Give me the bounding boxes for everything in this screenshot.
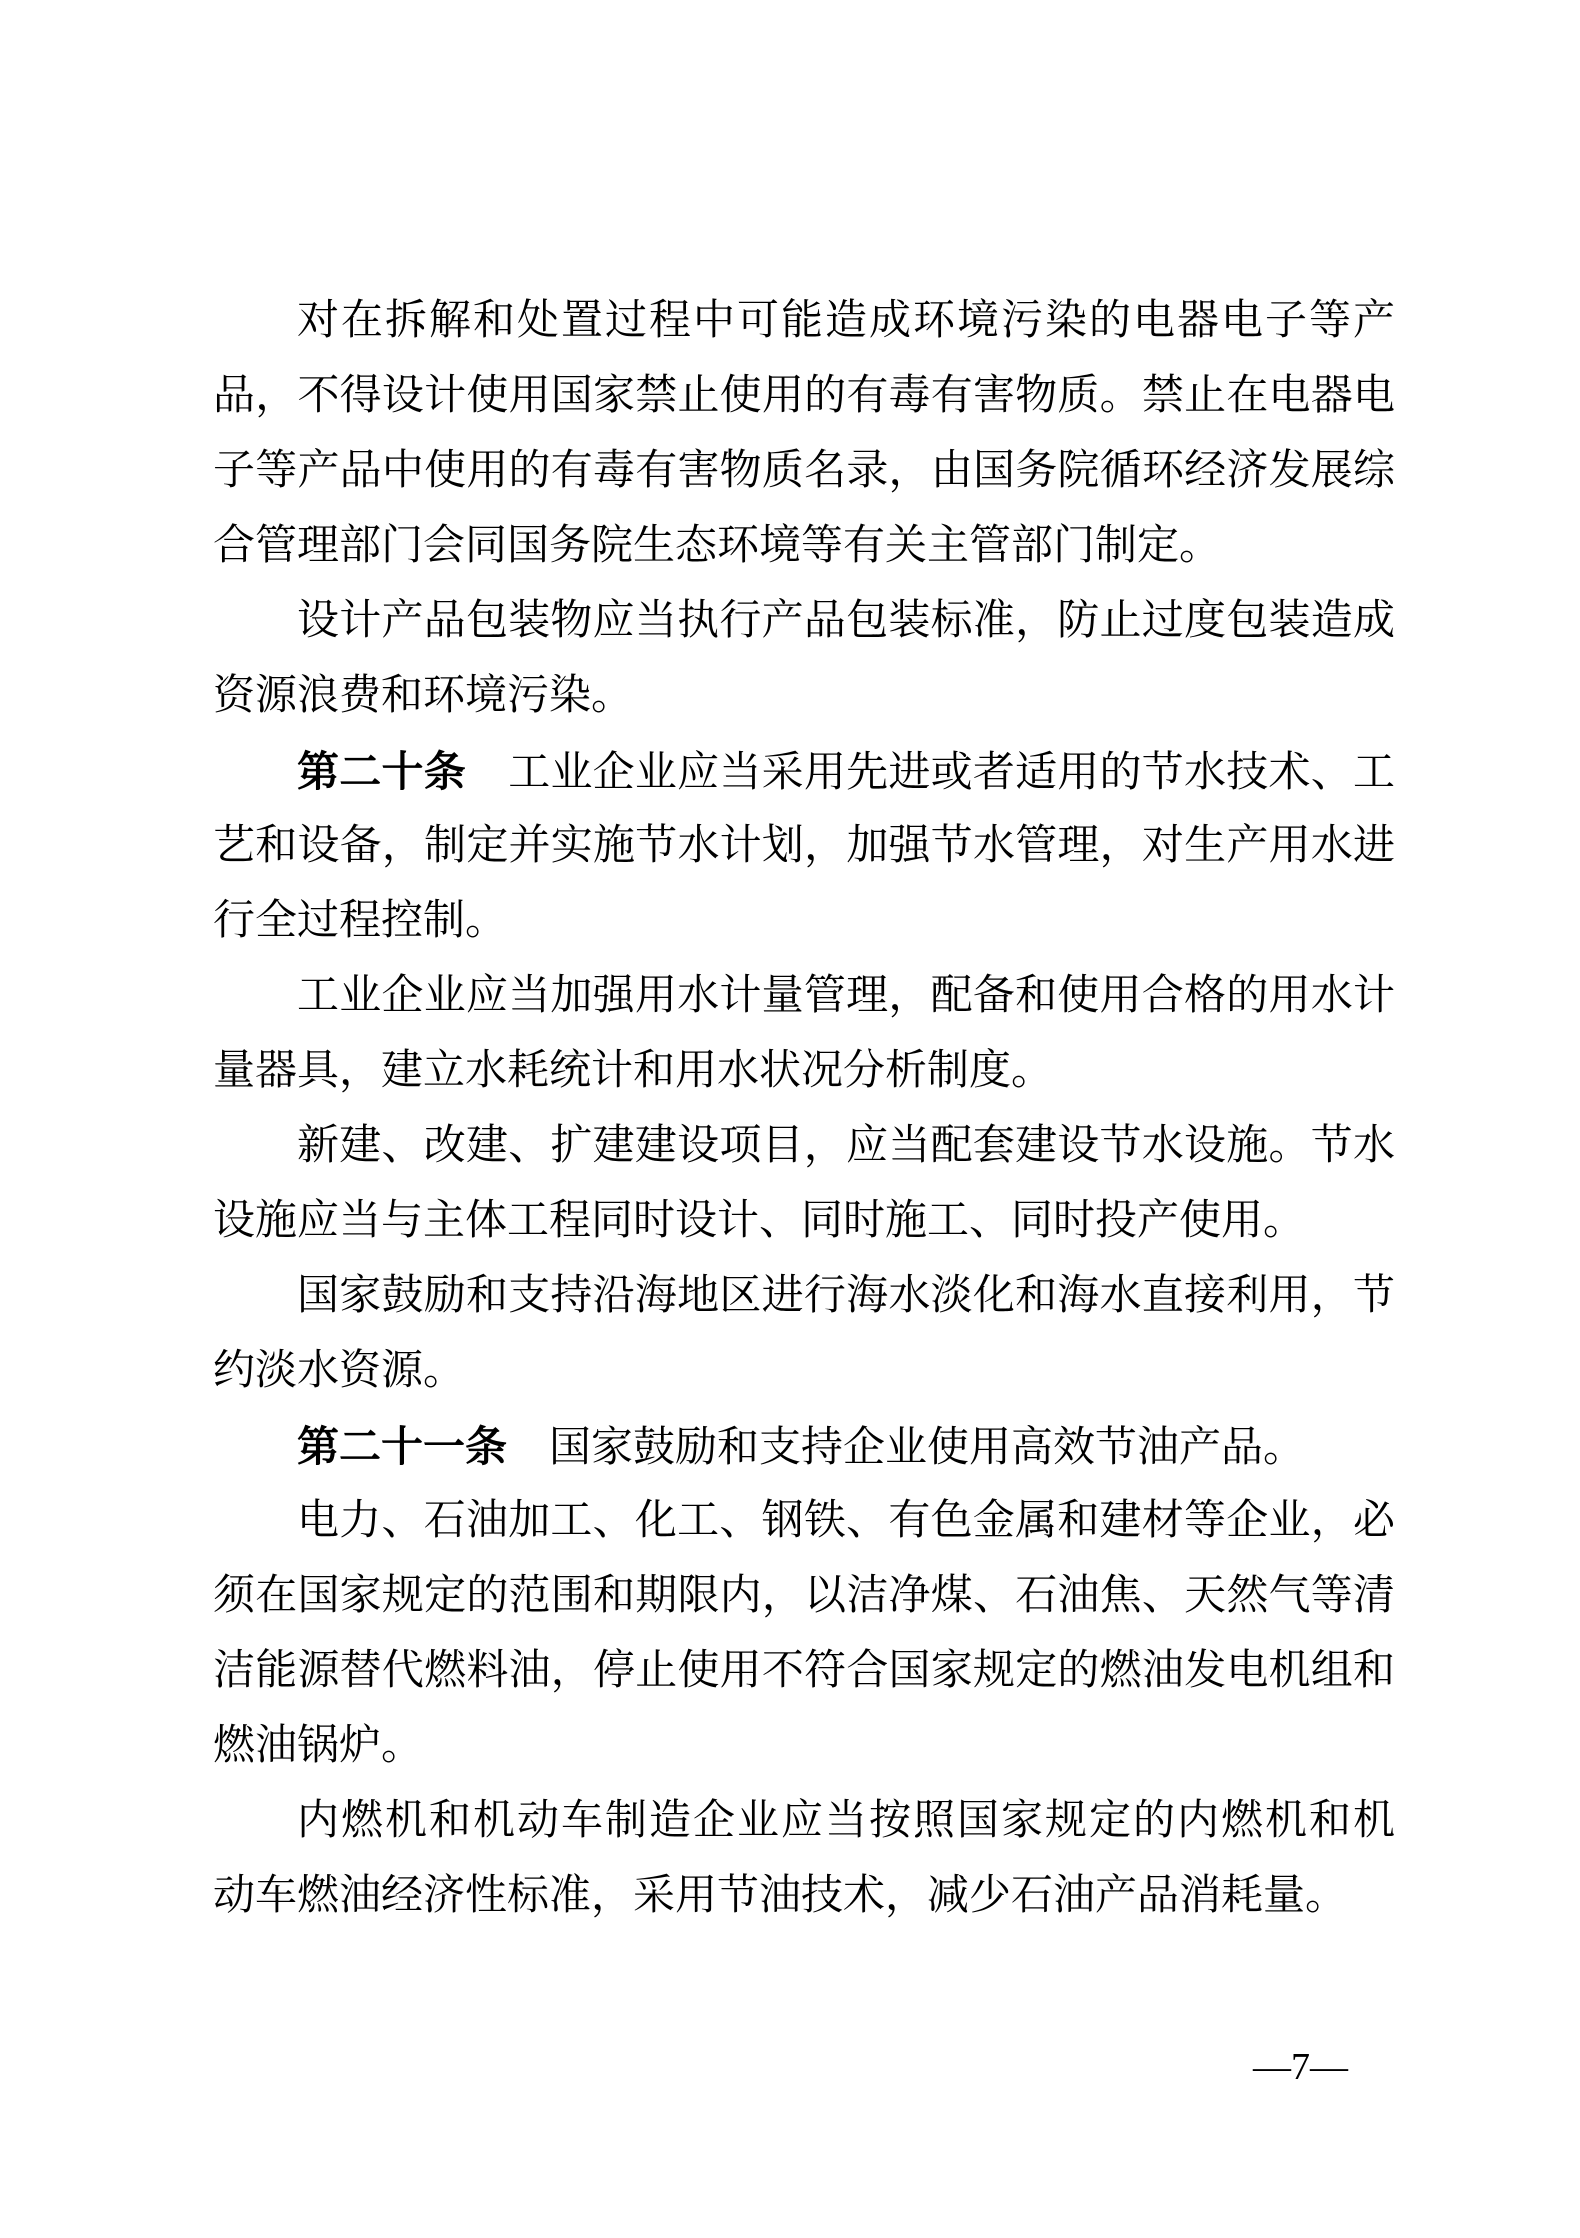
text-line: 行全过程控制。 [213,898,508,944]
text-line: 电力、石油加工、化工、钢铁、有色金属和建材等企业，必 [297,1498,1395,1544]
article-21-number: 第二十一条 [297,1423,508,1470]
text-line: 子等产品中使用的有毒有害物质名录，由国务院循环经济发展综 [213,448,1395,494]
text-line: 燃油锅炉。 [213,1723,424,1769]
article-20-number: 第二十条 [297,748,466,795]
text-line: 须在国家规定的范围和期限内，以洁净煤、石油焦、天然气等清 [213,1573,1395,1619]
text-line: 新建、改建、扩建建设项目，应当配套建设节水设施。节水 [297,1123,1395,1169]
text-line: 设施应当与主体工程同时设计、同时施工、同时投产使用。 [213,1198,1306,1244]
article-20-text: 工业企业应当采用先进或者适用的节水技术、工 [465,750,1395,796]
text-line: 设计产品包装物应当执行产品包装标准，防止过度包装造成 [297,598,1395,644]
text-line: 合管理部门会同国务院生态环境等有关主管部门制定。 [213,523,1222,569]
article-21-text: 国家鼓励和支持企业使用高效节油产品。 [507,1425,1306,1471]
text-line: 洁能源替代燃料油，停止使用不符合国家规定的燃油发电机组和 [213,1648,1395,1694]
text-line: 资源浪费和环境污染。 [213,673,634,719]
text-line: 量器具，建立水耗统计和用水状况分析制度。 [213,1048,1054,1094]
article-20-heading-line [213,734,1395,809]
text-line: 内燃机和机动车制造企业应当按照国家规定的内燃机和机 [297,1798,1395,1844]
text-line: 艺和设备，制定并实施节水计划，加强节水管理，对生产用水进 [213,823,1395,869]
text-line: 品，不得设计使用国家禁止使用的有毒有害物质。禁止在电器电 [213,373,1395,419]
text-line: 约淡水资源。 [213,1348,466,1394]
article-21-heading-line [213,1409,1395,1484]
text-line: 动车燃油经济性标准，采用节油技术，减少石油产品消耗量。 [213,1873,1348,1919]
document-body [213,284,1395,1934]
text-line: 国家鼓励和支持沿海地区进行海水淡化和海水直接利用，节 [297,1273,1395,1319]
text-line: 工业企业应当加强用水计量管理，配备和使用合格的用水计 [297,973,1395,1019]
page-number: —7— [1253,2046,1348,2088]
text-line: 对在拆解和处置过程中可能造成环境污染的电器电子等产 [297,298,1395,344]
